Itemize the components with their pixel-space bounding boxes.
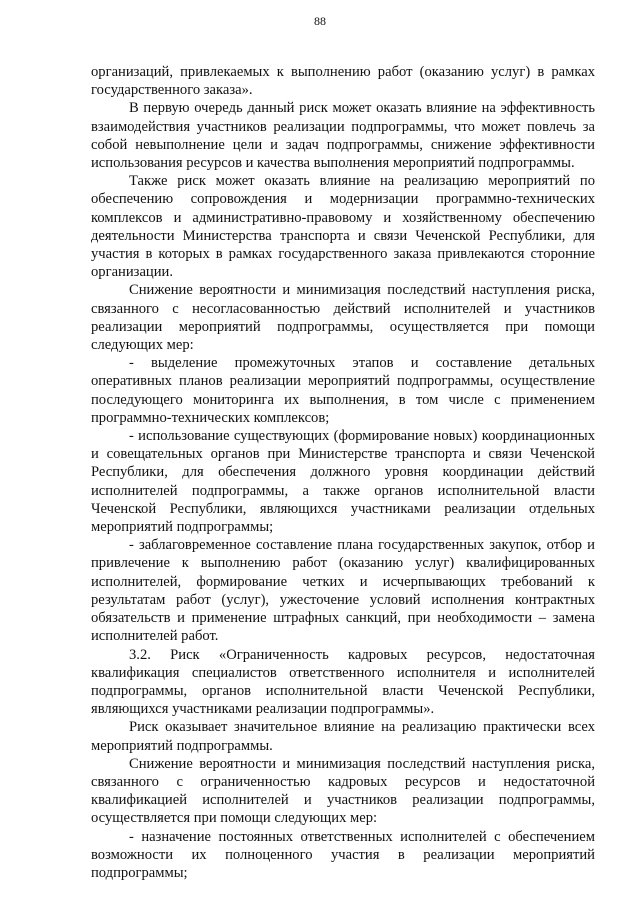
list-item-coordination-bodies: - использование существующих (формирование новых) координационных и совещательных органов при Министерстве транспорта и связи Чеченской Республики, для обеспечения должного уровня координации действий исполнителей подпрограммы, а также органов исполнительной власти Чеченской Республики, являющихся участниками реализации отдельных мероприятий подпрограммы; xyxy=(91,428,595,536)
page-number: 88 xyxy=(314,14,326,28)
paragraph-risk-activities: Также риск может оказать влияние на реализацию мероприятий по обеспечению сопровождения и модернизации программно-технических комплексов и административно-правовому и хозяйственному обеспечению деятельности Министерства транспорта и связи Чеченской Республики, для участия в которых в рамках государственного заказа привлекаются сторонние организации. xyxy=(91,173,595,281)
paragraph-risk-influence: В первую очередь данный риск может оказать влияние на эффективность взаимодействия участников реализации подпрограммы, что может повлечь за собой невыполнение цели и задач подпрограммы, снижение эффективности использования ресурсов и качества выполнения мероприятий подпрограммы. xyxy=(91,100,595,172)
paragraph-risk-3-2-mitigation-intro: Снижение вероятности и минимизация последствий наступления риска, связанного с ограниченностью кадровых ресурсов и недостаточной квалификацией исполнителей и участников реализации подпрограммы, осуществляется при помощи следующих мер: xyxy=(91,755,595,827)
list-item-permanent-executors: - назначение постоянных ответственных исполнителей с обеспечением возможности их полноценного участия в реализации мероприятий подпрограммы; xyxy=(91,828,595,881)
paragraph-risk-3-2-influence: Риск оказывает значительное влияние на реализацию практически всех мероприятий подпрограммы. xyxy=(91,719,595,754)
list-item-intermediate-stages: - выделение промежуточных этапов и составление детальных оперативных планов реализации мероприятий подпрограммы, осуществление последующего мониторинга их выполнения, в том числе с применением программно-технических комплексов; xyxy=(91,355,595,426)
list-item-procurement-plan: - заблаговременное составление плана государственных закупок, отбор и привлечение к выполнению работ (оказанию услуг) квалифицированных исполнителей, формирование четких и исчерпывающих требований к результатам работ (услуг), ужесточение условий исполнения контрактных обязательств и применение штрафных санкций, при необходимости – замена исполнителей работ. xyxy=(91,537,595,645)
paragraph-risk-3-2-heading: 3.2. Риск «Ограниченность кадровых ресурсов, недостаточная квалификация специалистов ответственного исполнителя и исполнителей подпрограммы, органов исполнительной власти Чеченской Республики, являющихся участниками реализации подпрограммы». xyxy=(91,646,595,718)
paragraph-risk-mitigation-intro: Снижение вероятности и минимизация последствий наступления риска, связанного с несогласованностью действий исполнителей и участников реализации мероприятий подпрограммы, осуществляется при помощи следующих мер: xyxy=(91,282,595,354)
paragraph-continuation: организаций, привлекаемых к выполнению работ (оказанию услуг) в рамках государственного заказа». xyxy=(91,64,595,99)
document-body xyxy=(91,63,595,882)
